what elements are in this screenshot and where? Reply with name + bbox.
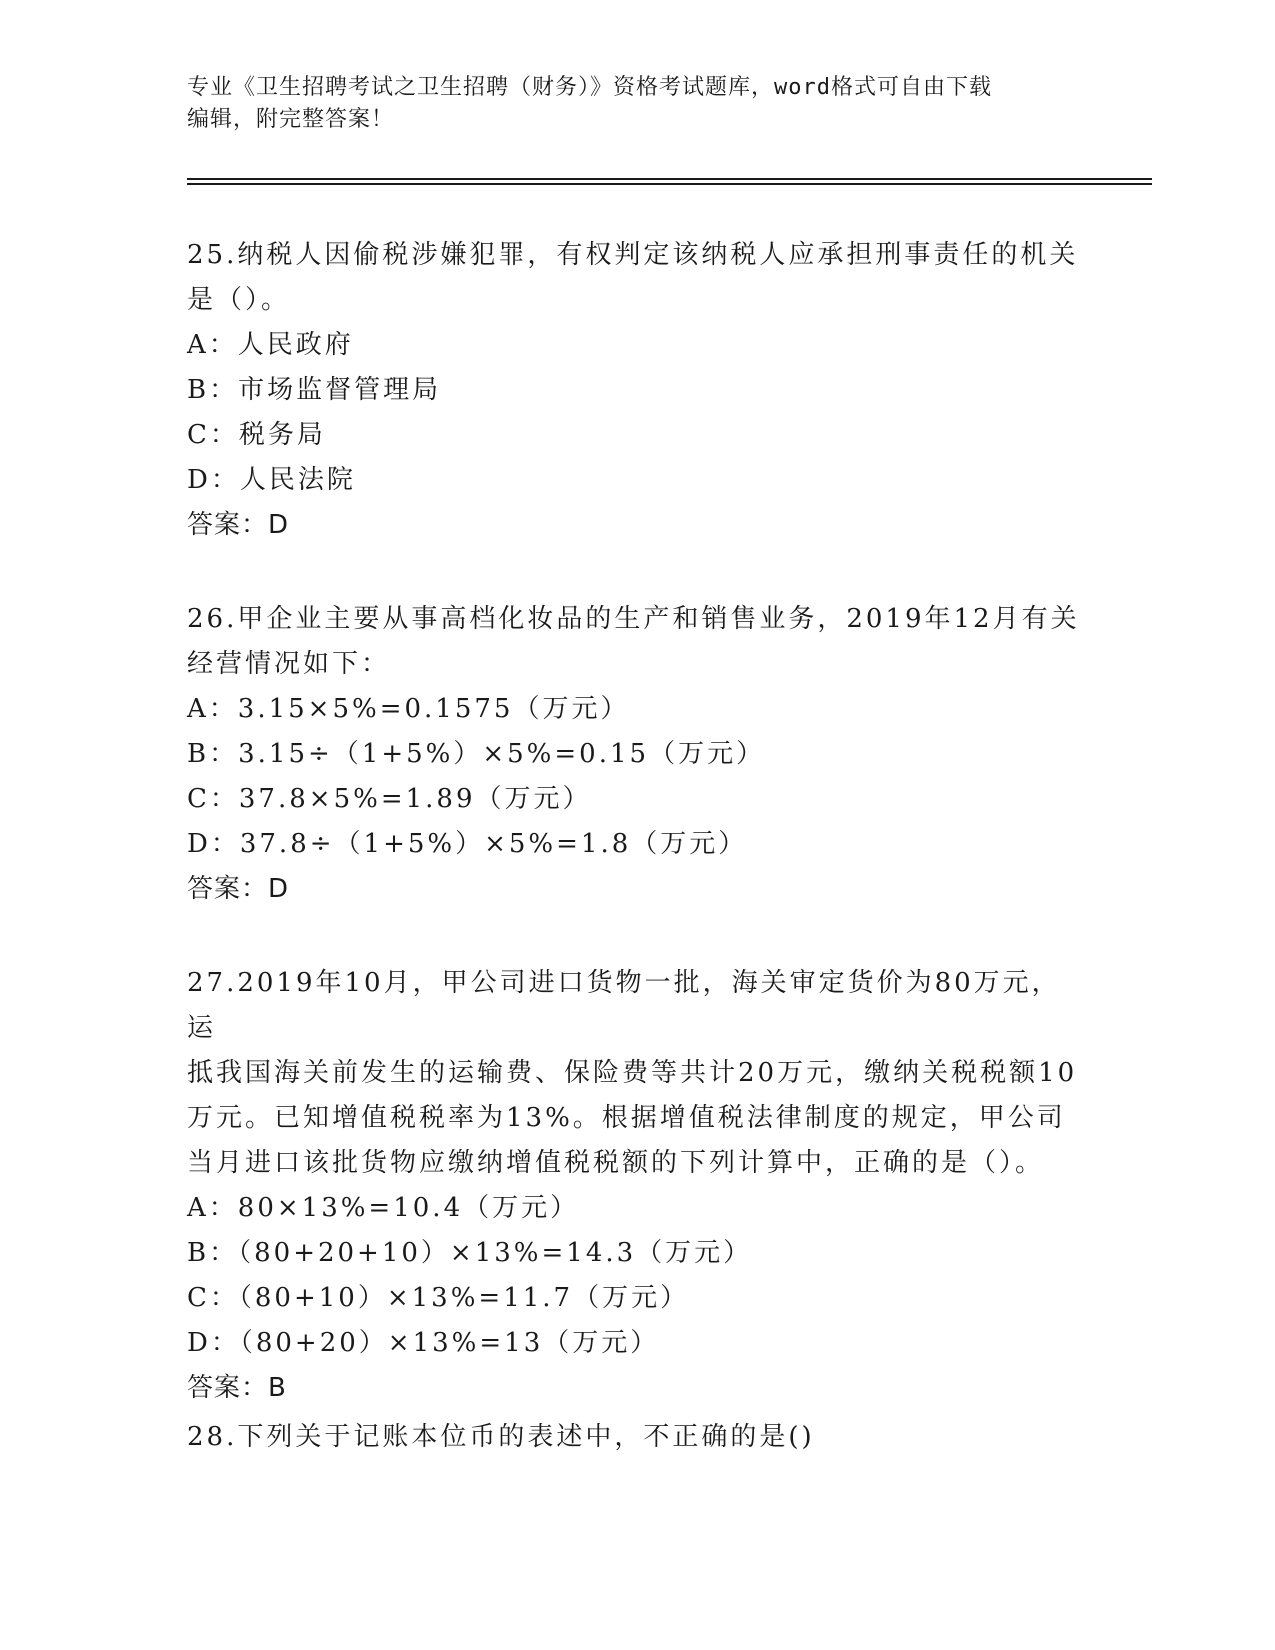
option-a: A：3.15×5%=0.1575（万元） [187, 694, 630, 724]
option-b: B：（80+20+10）×13%=14.3（万元） [187, 1238, 753, 1268]
question-stem-line: 27.2019年10月，甲公司进口货物一批，海关审定货价为80万元，运 [187, 968, 1061, 1043]
option-c: C：税务局 [187, 420, 326, 450]
option-d: D：（80+20）×13%=13（万元） [187, 1328, 660, 1358]
question-stem-line: 26.甲企业主要从事高档化妆品的生产和销售业务，2019年12月有关 [187, 604, 1080, 634]
option-c: C：（80+10）×13%=11.7（万元） [187, 1283, 690, 1313]
header-divider-bottom [187, 183, 1152, 185]
header-line-2: 编辑，附完整答案！ [187, 107, 395, 132]
question-stem-line: 经营情况如下： [187, 649, 391, 679]
document-header [187, 72, 1067, 136]
option-b: B：3.15÷（1+5%）×5%=0.15（万元） [187, 739, 766, 769]
header-line-1: 专业《卫生招聘考试之卫生招聘（财务）》资格考试题库，word格式可自由下载 [187, 75, 992, 100]
question-27 [187, 961, 1087, 1411]
option-c: C：37.8×5%=1.89（万元） [187, 784, 592, 814]
option-d: D：人民法院 [187, 465, 356, 495]
header-divider-top [187, 178, 1152, 180]
question-stem-line: 万元。已知增值税税率为13%。根据增值税法律制度的规定，甲公司 [187, 1103, 1066, 1133]
question-stem-line: 25.纳税人因偷税涉嫌犯罪，有权判定该纳税人应承担刑事责任的机关 [187, 240, 1079, 270]
option-d: D：37.8÷（1+5%）×5%=1.8（万元） [187, 829, 748, 859]
question-stem-line: 是（）。 [187, 285, 291, 315]
answer-label: 答案：D [187, 874, 290, 904]
question-26 [187, 597, 1087, 912]
answer-label: 答案：D [187, 510, 290, 540]
option-b: B：市场监督管理局 [187, 375, 442, 405]
question-25 [187, 233, 1087, 548]
question-28 [187, 1415, 1087, 1460]
question-stem-line: 28.下列关于记账本位币的表述中，不正确的是() [187, 1422, 815, 1452]
option-a: A：80×13%=10.4（万元） [187, 1193, 580, 1223]
option-a: A：人民政府 [187, 330, 354, 360]
question-stem-line: 当月进口该批货物应缴纳增值税税额的下列计算中，正确的是（）。 [187, 1148, 1045, 1178]
question-stem-line: 抵我国海关前发生的运输费、保险费等共计20万元，缴纳关税税额10 [187, 1058, 1078, 1088]
answer-label: 答案：B [187, 1373, 287, 1403]
